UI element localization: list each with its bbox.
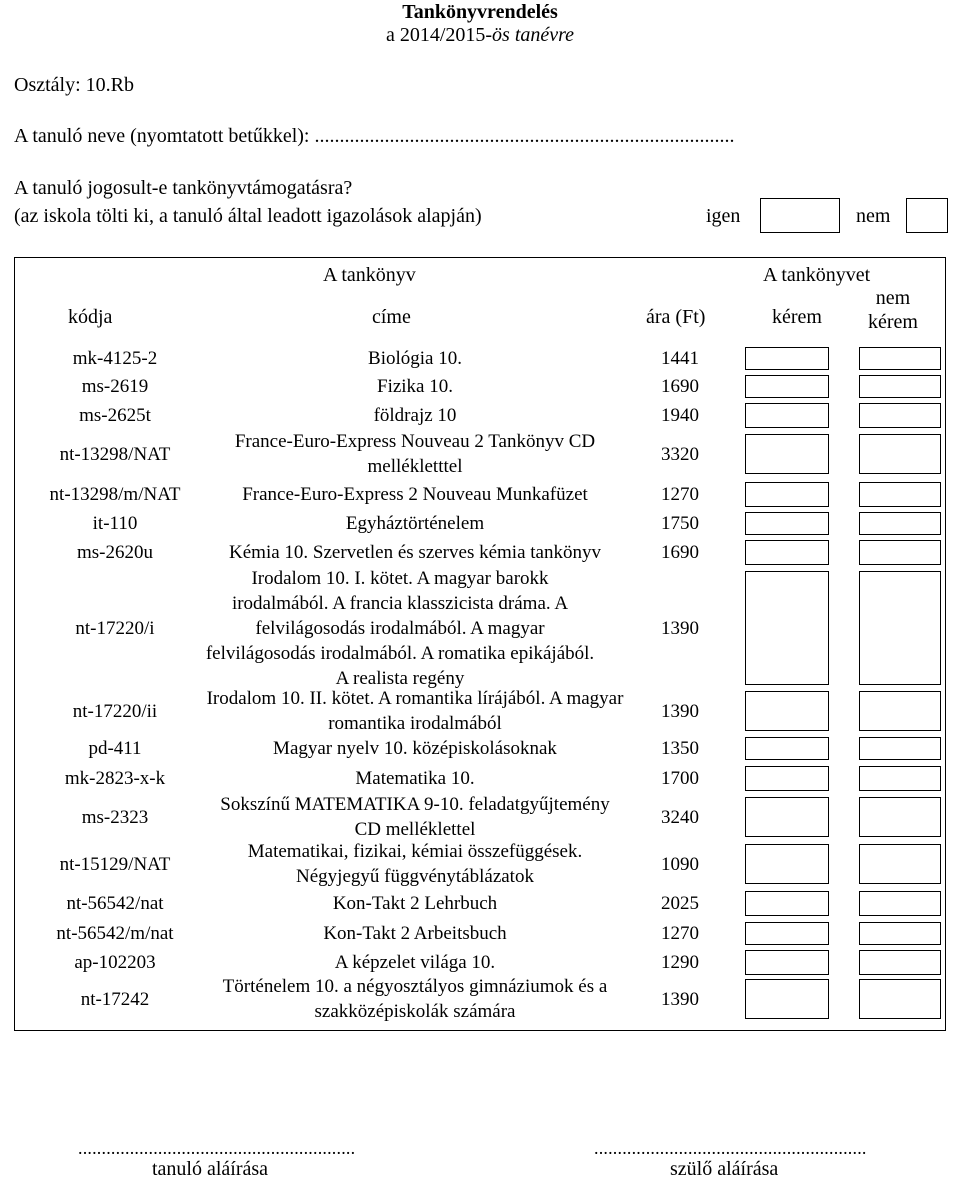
- no-request-checkbox[interactable]: [859, 891, 941, 916]
- book-price: 1441: [661, 348, 699, 369]
- student-signature-line[interactable]: ...........................................................: [78, 1138, 356, 1158]
- book-code: ms-2323: [81, 806, 149, 828]
- request-checkbox[interactable]: [745, 922, 829, 945]
- table-row: [15, 735, 947, 762]
- book-title: Sokszínű MATEMATIKA 9-10. feladatgyűjtemény CD melléklettel: [220, 794, 610, 840]
- book-title: France-Euro-Express 2 Nouveau Munkafüzet: [242, 484, 588, 505]
- book-price: 3240: [661, 806, 699, 828]
- table-row: [15, 795, 947, 839]
- table-row: [15, 401, 947, 430]
- book-title: Kon-Takt 2 Arbeitsbuch: [323, 923, 507, 944]
- book-price: 1270: [661, 484, 699, 505]
- request-checkbox[interactable]: [745, 844, 829, 884]
- book-code: nt-56542/nat: [66, 893, 164, 914]
- book-title: Biológia 10.: [368, 348, 462, 369]
- no-request-checkbox[interactable]: [859, 512, 941, 535]
- parent-signature-label: szülő aláírása: [670, 1158, 779, 1180]
- book-title: France-Euro-Express Nouveau 2 Tankönyv CD mellékletttel: [234, 431, 596, 477]
- subtitle-italic: ös tanévre: [492, 24, 575, 46]
- book-code: nt-17220/i: [75, 617, 155, 639]
- support-question: A tanuló jogosult-e tankönyvtámogatásra?: [14, 177, 353, 199]
- book-price: 1390: [661, 700, 699, 722]
- request-checkbox[interactable]: [745, 482, 829, 507]
- book-code: ms-2620u: [77, 542, 153, 563]
- book-price: 1390: [661, 988, 699, 1010]
- request-checkbox[interactable]: [745, 766, 829, 791]
- request-checkbox[interactable]: [745, 979, 829, 1019]
- support-yes-checkbox[interactable]: [760, 198, 840, 233]
- book-price: 1290: [661, 952, 699, 973]
- book-title: Matematika 10.: [355, 768, 475, 789]
- table-row: [15, 373, 947, 400]
- no-request-checkbox[interactable]: [859, 434, 941, 474]
- table-row: [15, 569, 947, 687]
- no-request-checkbox[interactable]: [859, 797, 941, 837]
- request-checkbox[interactable]: [745, 797, 829, 837]
- table-row: [15, 510, 947, 537]
- support-yes-label: igen: [706, 205, 741, 227]
- no-request-checkbox[interactable]: [859, 922, 941, 945]
- student-name-field[interactable]: A tanuló neve (nyomtatott betűkkel): ....................................................................................: [14, 125, 735, 147]
- table-row: [15, 689, 947, 733]
- column-header-no-request: [853, 286, 933, 334]
- book-title: Matematikai, fizikai, kémiai összefüggések. Négyjegyű függvénytáblázatok: [247, 841, 583, 887]
- table-row: [15, 764, 947, 793]
- book-price: 1690: [661, 542, 699, 563]
- no-request-checkbox[interactable]: [859, 691, 941, 731]
- book-code: nt-56542/m/nat: [56, 923, 174, 944]
- book-title: Irodalom 10. II. kötet. A romantika lírájából. A magyar romantika irodalmából: [206, 688, 624, 734]
- subtitle-plain: a 2014/2015-: [385, 24, 493, 46]
- book-code: it-110: [92, 513, 138, 534]
- no-request-checkbox[interactable]: [859, 737, 941, 760]
- table-row: [15, 948, 947, 977]
- book-code: mk-2823-x-k: [64, 768, 166, 789]
- support-note: (az iskola tölti ki, a tanuló által leadott igazolások alapján): [14, 205, 482, 227]
- book-price: 1390: [661, 617, 699, 639]
- book-title: Fizika 10.: [377, 376, 453, 397]
- request-checkbox[interactable]: [745, 375, 829, 398]
- support-no-checkbox[interactable]: [906, 198, 948, 233]
- request-checkbox[interactable]: [745, 891, 829, 916]
- request-checkbox[interactable]: [745, 347, 829, 370]
- group-header-request: A tankönyvet: [763, 264, 871, 286]
- class-label: Osztály: 10.Rb: [14, 74, 134, 96]
- school-year-subtitle: [0, 24, 960, 47]
- book-title: Magyar nyelv 10. középiskolásoknak: [273, 738, 557, 759]
- book-title: A képzelet világa 10.: [334, 952, 496, 973]
- request-checkbox[interactable]: [745, 571, 829, 685]
- no-request-checkbox[interactable]: [859, 347, 941, 370]
- book-price: 1700: [661, 768, 699, 789]
- no-request-line-1: nem: [875, 287, 911, 309]
- request-checkbox[interactable]: [745, 737, 829, 760]
- book-title: Kon-Takt 2 Lehrbuch: [332, 893, 498, 914]
- no-request-checkbox[interactable]: [859, 844, 941, 884]
- table-row: [15, 889, 947, 918]
- book-title: földrajz 10: [373, 405, 457, 426]
- request-checkbox[interactable]: [745, 540, 829, 565]
- book-code: ms-2625t: [79, 405, 151, 426]
- book-price: 3320: [661, 443, 699, 465]
- no-request-line-2: kérem: [868, 311, 918, 333]
- book-code: nt-13298/m/NAT: [49, 484, 181, 505]
- no-request-checkbox[interactable]: [859, 403, 941, 428]
- column-header-request: kérem: [772, 306, 822, 328]
- no-request-checkbox[interactable]: [859, 979, 941, 1019]
- book-order-table: [14, 257, 946, 1031]
- parent-signature-line[interactable]: ..........................................................: [594, 1138, 867, 1158]
- no-request-checkbox[interactable]: [859, 482, 941, 507]
- table-row: [15, 432, 947, 476]
- book-code: nt-15129/NAT: [59, 853, 171, 875]
- book-title: Kémia 10. Szervetlen és szerves kémia tankönyv: [229, 542, 601, 563]
- column-header-code: kódja: [68, 306, 113, 328]
- book-code: ap-102203: [74, 952, 156, 973]
- table-row: [15, 480, 947, 509]
- book-title: Irodalom 10. I. kötet. A magyar barokk irodalmából. A francia klasszicista dráma. A felvilágosodás irodalmából. A magyar felvilágosodás irodalmából. A romatika epikájából. A realista regény: [205, 567, 595, 689]
- no-request-checkbox[interactable]: [859, 766, 941, 791]
- student-signature-label: tanuló aláírása: [152, 1158, 269, 1180]
- no-request-checkbox[interactable]: [859, 375, 941, 398]
- no-request-checkbox[interactable]: [859, 950, 941, 975]
- book-code: pd-411: [88, 738, 142, 759]
- book-title: Egyháztörténelem: [345, 513, 485, 534]
- table-row: [15, 842, 947, 886]
- book-title: Történelem 10. a négyosztályos gimnáziumok és a szakközépiskolák számára: [222, 976, 608, 1022]
- book-code: mk-4125-2: [72, 348, 158, 369]
- book-price: 1350: [661, 738, 699, 759]
- no-request-checkbox[interactable]: [859, 540, 941, 565]
- book-code: ms-2619: [81, 376, 149, 397]
- request-checkbox[interactable]: [745, 950, 829, 975]
- book-price: 1940: [661, 405, 699, 426]
- request-checkbox[interactable]: [745, 512, 829, 535]
- request-checkbox[interactable]: [745, 691, 829, 731]
- group-header-book: A tankönyv: [323, 264, 416, 286]
- table-row: [15, 345, 947, 372]
- book-code: nt-17220/ii: [72, 700, 158, 722]
- book-price: 1750: [661, 513, 699, 534]
- book-price: 1090: [661, 853, 699, 875]
- request-checkbox[interactable]: [745, 403, 829, 428]
- book-price: 1690: [661, 376, 699, 397]
- request-checkbox[interactable]: [745, 434, 829, 474]
- support-no-label: nem: [856, 205, 891, 227]
- table-row: [15, 977, 947, 1021]
- column-header-price: ára (Ft): [646, 306, 706, 328]
- table-row: [15, 920, 947, 947]
- document-title: Tankönyvrendelés: [402, 1, 558, 23]
- book-price: 2025: [661, 893, 699, 914]
- book-price: 1270: [661, 923, 699, 944]
- no-request-checkbox[interactable]: [859, 571, 941, 685]
- book-code: nt-17242: [80, 988, 150, 1010]
- column-header-title: címe: [372, 306, 411, 328]
- book-code: nt-13298/NAT: [59, 443, 171, 465]
- table-row: [15, 538, 947, 567]
